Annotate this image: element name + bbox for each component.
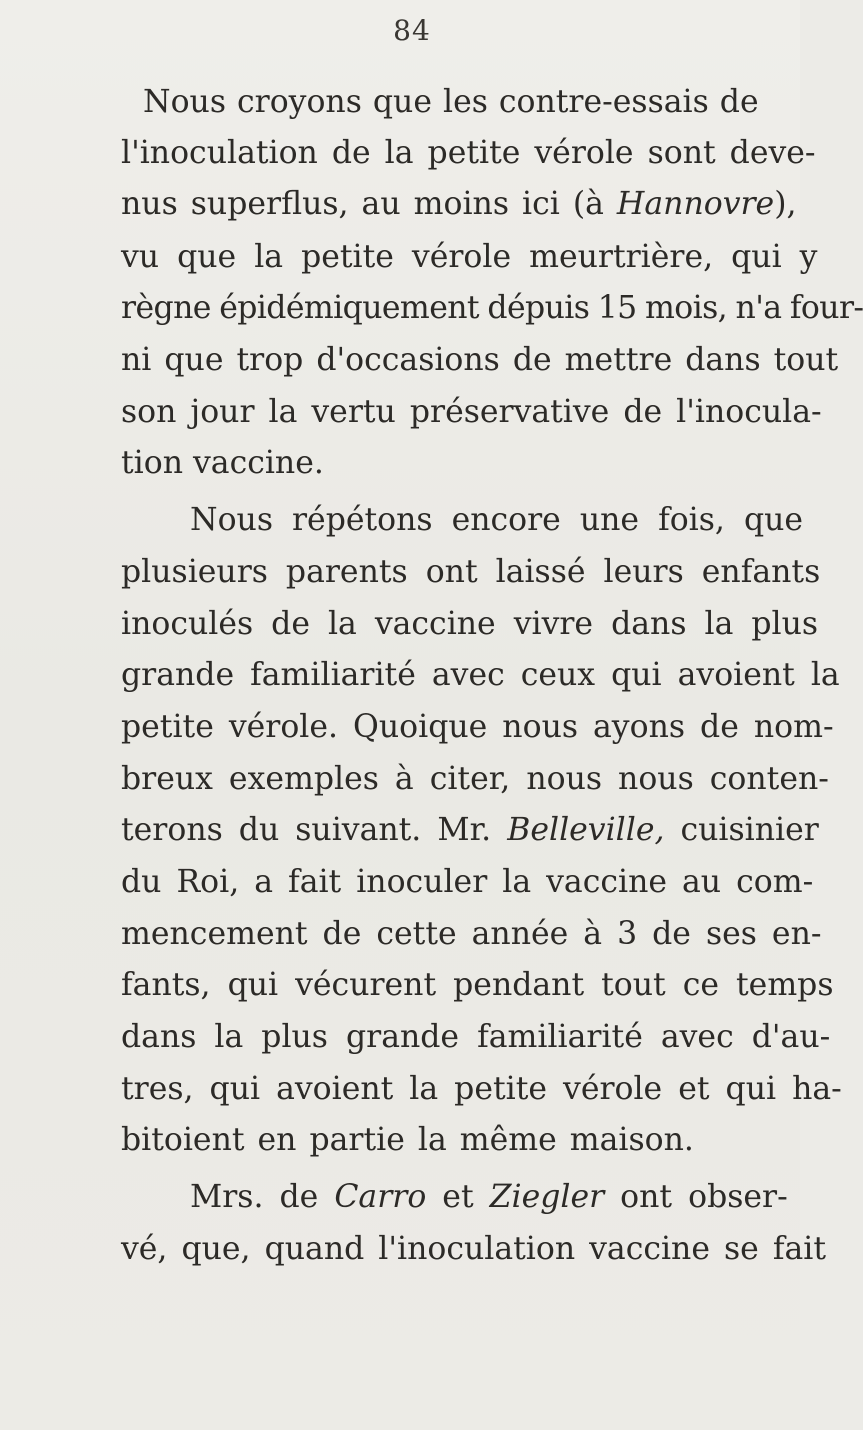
person-name-carro: Carro — [334, 1179, 427, 1215]
text-line — [190, 1177, 788, 1217]
page-number: 84 — [393, 14, 431, 47]
text-run: terons du suivant. Mr. — [121, 812, 508, 848]
text-run: Mrs. de — [190, 1179, 335, 1215]
text-line: petite vérole. Quoique nous ayons de nom- — [121, 709, 834, 745]
text-line: dans la plus grande familiarité avec d'au- — [121, 1019, 831, 1055]
text-line: son jour la vertu préservative de l'inocula- — [121, 394, 822, 430]
text-run: ont obser- — [604, 1179, 788, 1215]
text-line: fants, qui vécurent pendant tout ce temps — [121, 967, 834, 1003]
text-run: nus superflus, au moins ici (à — [121, 186, 617, 222]
person-name-belleville: Belleville, — [507, 812, 665, 848]
text-line: breux exemples à citer, nous nous conten- — [121, 761, 829, 797]
text-line: grande familiarité avec ceux qui avoient la — [121, 657, 840, 693]
text-line: l'inoculation de la petite vérole sont deve- — [121, 135, 816, 171]
text-line: tion vaccine. — [121, 445, 324, 481]
text-line: règne épidémiquement dépuis 15 mois, n'a four- — [121, 290, 863, 326]
text-line — [121, 184, 797, 224]
text-line: bitoient en partie la même maison. — [121, 1122, 694, 1158]
text-line: vu que la petite vérole meurtrière, qui y — [121, 239, 818, 275]
text-line: tres, qui avoient la petite vérole et qui ha- — [121, 1071, 842, 1107]
text-run: et — [426, 1179, 490, 1215]
text-line: Nous répétons encore une fois, que — [190, 502, 804, 538]
place-name-hannovre: Hannovre — [616, 186, 775, 222]
text-line — [121, 810, 819, 850]
text-line: vé, que, quand l'inoculation vaccine se fait — [121, 1231, 826, 1267]
person-name-ziegler: Ziegler — [489, 1179, 605, 1215]
text-line: plusieurs parents ont laissé leurs enfants — [121, 554, 821, 590]
text-line: du Roi, a fait inoculer la vaccine au com- — [121, 864, 814, 900]
text-run: cuisinier — [664, 812, 819, 848]
text-line: Nous croyons que les contre-essais de — [143, 84, 759, 120]
text-line: ni que trop d'occasions de mettre dans tout — [121, 342, 839, 378]
text-line: inoculés de la vaccine vivre dans la plus — [121, 606, 819, 642]
text-run: ), — [774, 186, 797, 222]
text-line: mencement de cette année à 3 de ses en- — [121, 916, 822, 952]
